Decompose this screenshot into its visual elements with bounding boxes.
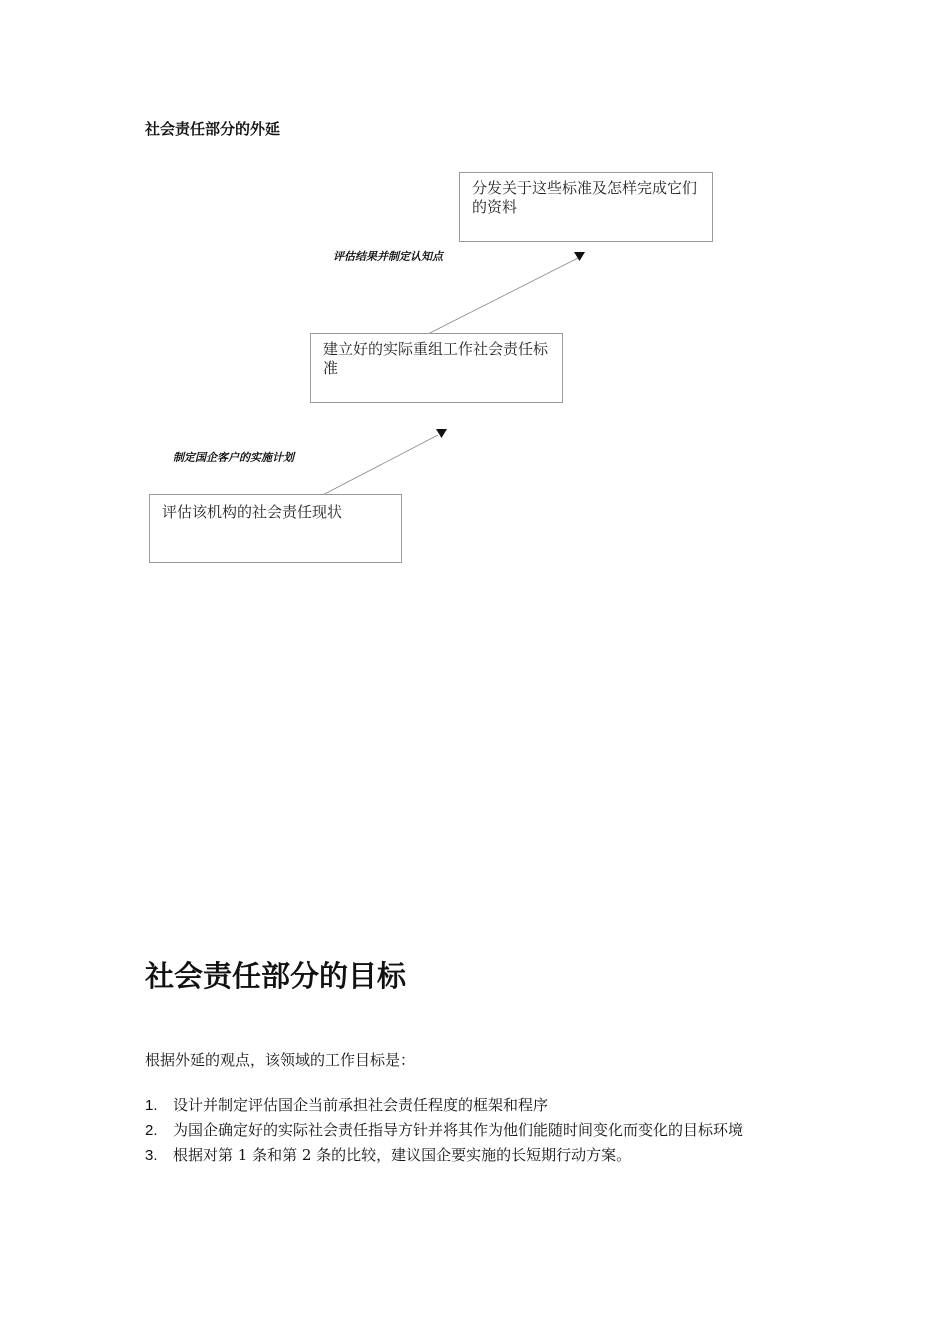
diagram-label-upper: 评估结果并制定认知点 (333, 250, 443, 263)
goal-item (145, 1095, 825, 1116)
goal-text: 设计并制定评估国企当前承担社会责任程度的框架和程序 (173, 1096, 549, 1114)
connector-upper (420, 258, 578, 338)
arrowhead-lower (436, 429, 447, 438)
diagram-label-lower: 制定国企客户的实施计划 (173, 451, 294, 464)
goal-text: 为国企确定好的实际社会责任指导方针并将其作为他们能随时间变化而变化的目标环境 (173, 1121, 744, 1139)
diagram-box-assess (149, 494, 402, 563)
goal-number: 1. (145, 1097, 158, 1114)
diagram-box-establish: 建立好的实际重组工作社会责任标准 (310, 333, 563, 403)
goals-intro: 根据外延的观点，该领域的工作目标是： (145, 1051, 416, 1069)
goal-text: 根据对第 1 条和第 2 条的比较，建议国企要实施的长短期行动方案。 (173, 1146, 632, 1164)
section-title-extension: 社会责任部分的外延 (145, 120, 281, 138)
goal-number: 3. (145, 1147, 158, 1164)
goals-list (145, 1095, 825, 1170)
diagram-box-distribute: 分发关于这些标准及怎样完成它们的资料 (459, 172, 713, 242)
diagram-box-assess-label: 评估该机构的社会责任现状 (162, 503, 343, 521)
goal-item (145, 1145, 825, 1166)
arrowhead-upper (574, 252, 585, 261)
goal-item (145, 1120, 825, 1141)
goal-number: 2. (145, 1122, 158, 1139)
section-title-goals: 社会责任部分的目标 (145, 959, 407, 993)
